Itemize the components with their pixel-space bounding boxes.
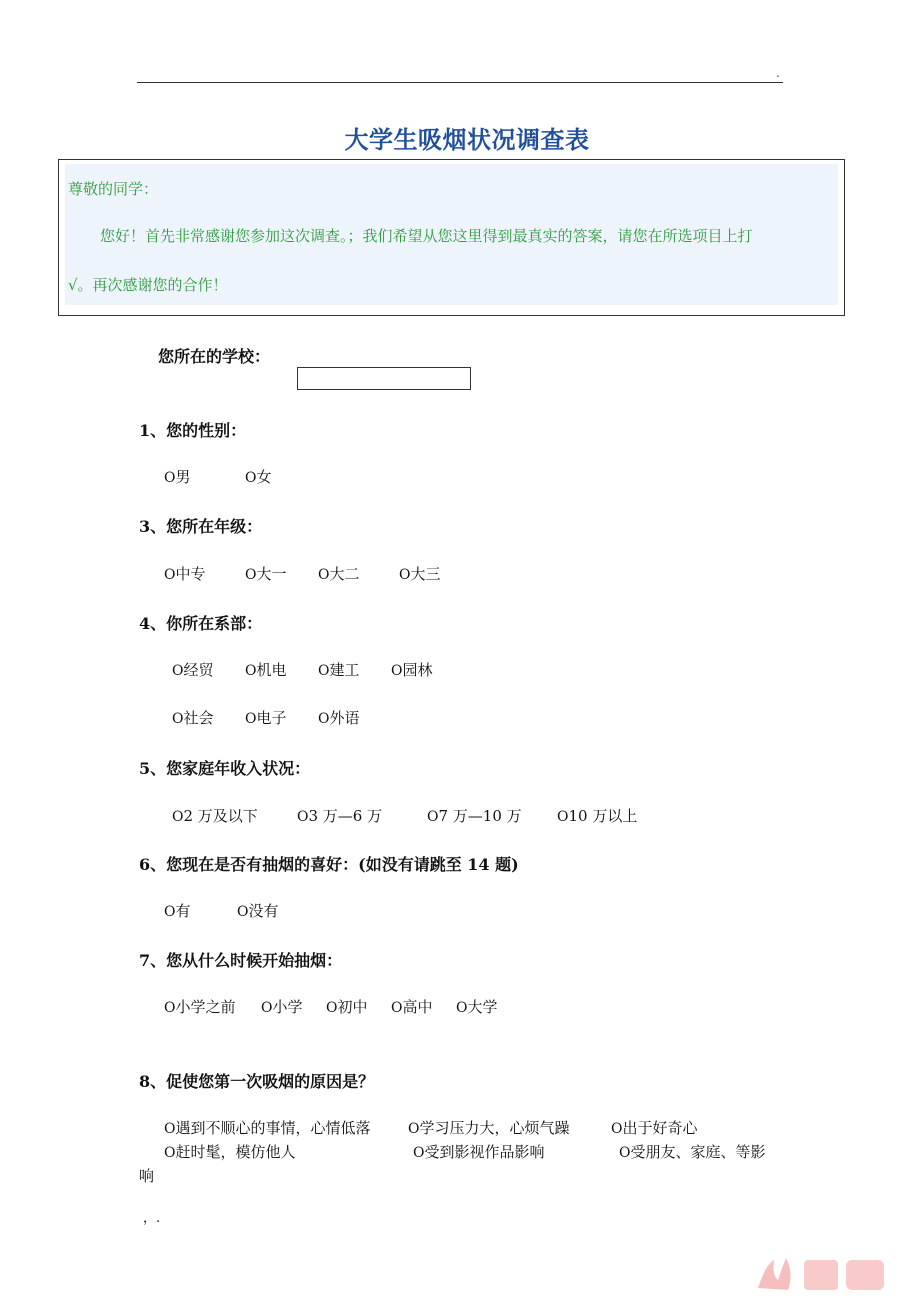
radio-circle-icon: O [391, 663, 403, 679]
option-female[interactable]: O女 [245, 468, 272, 486]
radio-circle-icon: O [164, 1000, 176, 1016]
header-rule [137, 82, 783, 83]
radio-circle-icon: O [408, 1121, 420, 1137]
option-start-3[interactable]: O初中 [326, 998, 368, 1016]
question-5: 5、您家庭年收入状况： [139, 759, 311, 778]
radio-circle-icon: O [245, 663, 257, 679]
option-reason-2[interactable]: O学习压力大，心烦气躁 [408, 1119, 570, 1137]
radio-circle-icon: O [427, 809, 439, 825]
question-3: 3、您所在年级： [139, 517, 263, 536]
radio-circle-icon: O [557, 809, 569, 825]
radio-circle-icon: O [619, 1145, 631, 1161]
option-start-5[interactable]: O大学 [456, 998, 498, 1016]
notice-line-1: 您好！首先非常感谢您参加这次调查。；我们希望从您这里得到最真实的答案，请您在所选项目上打 [100, 227, 753, 245]
option-grade-1[interactable]: O中专 [164, 565, 206, 583]
school-label: 您所在的学校： [158, 347, 271, 366]
school-input[interactable] [297, 367, 471, 390]
radio-circle-icon: O [413, 1145, 425, 1161]
footer-mark: ，. [143, 1211, 161, 1226]
option-income-3[interactable]: O7 万—10 万 [427, 807, 522, 825]
radio-circle-icon: O [318, 663, 330, 679]
option-start-2[interactable]: O小学 [261, 998, 303, 1016]
radio-circle-icon: O [261, 1000, 273, 1016]
radio-circle-icon: O [172, 663, 184, 679]
radio-circle-icon: O [611, 1121, 623, 1137]
question-6: 6、您现在是否有抽烟的喜好：(如没有请跳至 14 题) [139, 855, 519, 874]
option-reason-6[interactable]: O受朋友、家庭、等影 [619, 1143, 766, 1161]
radio-circle-icon: O [164, 470, 176, 486]
radio-circle-icon: O [172, 711, 184, 727]
option-reason-3[interactable]: O出于好奇心 [611, 1119, 698, 1137]
watermark-fire-icon [758, 1258, 791, 1290]
watermark-carp-icon [804, 1260, 884, 1290]
radio-circle-icon: O [318, 567, 330, 583]
notice-greeting: 尊敬的同学： [68, 180, 159, 198]
radio-circle-icon: O [326, 1000, 338, 1016]
option-male[interactable]: O男 [164, 468, 191, 486]
radio-circle-icon: O [237, 904, 249, 920]
option-start-1[interactable]: O小学之前 [164, 998, 236, 1016]
question-8: 8、促使您第一次吸烟的原因是？ [139, 1072, 375, 1091]
option-income-2[interactable]: O3 万—6 万 [297, 807, 383, 825]
notice-panel [65, 164, 838, 305]
option-dept-4[interactable]: O园林 [391, 661, 433, 679]
option-smoke-yes[interactable]: O有 [164, 902, 191, 920]
question-4: 4、你所在系部： [139, 614, 263, 633]
watermark-logo [748, 1250, 898, 1298]
option-reason-5[interactable]: O受到影视作品影响 [413, 1143, 545, 1161]
notice-line-2: √。再次感谢您的合作！ [68, 276, 228, 294]
option-reason-1[interactable]: O遇到不顺心的事情，心情低落 [164, 1119, 371, 1137]
option-reason-4[interactable]: O赶时髦，模仿他人 [164, 1143, 296, 1161]
option-dept-1[interactable]: O经贸 [172, 661, 214, 679]
radio-circle-icon: O [456, 1000, 468, 1016]
header-dot: . [776, 66, 780, 80]
option-income-4[interactable]: O10 万以上 [557, 807, 638, 825]
option-grade-2[interactable]: O大一 [245, 565, 287, 583]
option-smoke-no[interactable]: O没有 [237, 902, 279, 920]
radio-circle-icon: O [391, 1000, 403, 1016]
radio-circle-icon: O [164, 904, 176, 920]
option-start-4[interactable]: O高中 [391, 998, 433, 1016]
option-dept-3[interactable]: O建工 [318, 661, 360, 679]
radio-circle-icon: O [164, 567, 176, 583]
option-dept-5[interactable]: O社会 [172, 709, 214, 727]
radio-circle-icon: O [297, 809, 309, 825]
question-1: 1、您的性别： [139, 421, 247, 440]
radio-circle-icon: O [318, 711, 330, 727]
question-7: 7、您从什么时候开始抽烟： [139, 951, 343, 970]
radio-circle-icon: O [164, 1145, 176, 1161]
option-income-1[interactable]: O2 万及以下 [172, 807, 258, 825]
page-title: 大学生吸烟状况调查表 [344, 125, 590, 154]
option-dept-6[interactable]: O电子 [245, 709, 287, 727]
option-reason-6-wrap: 响 [139, 1167, 155, 1185]
radio-circle-icon: O [399, 567, 411, 583]
radio-circle-icon: O [164, 1121, 176, 1137]
notice-box [58, 159, 845, 316]
option-grade-3[interactable]: O大二 [318, 565, 360, 583]
radio-circle-icon: O [245, 711, 257, 727]
option-dept-2[interactable]: O机电 [245, 661, 287, 679]
radio-circle-icon: O [245, 567, 257, 583]
radio-circle-icon: O [245, 470, 257, 486]
radio-circle-icon: O [172, 809, 184, 825]
option-grade-4[interactable]: O大三 [399, 565, 441, 583]
option-dept-7[interactable]: O外语 [318, 709, 360, 727]
